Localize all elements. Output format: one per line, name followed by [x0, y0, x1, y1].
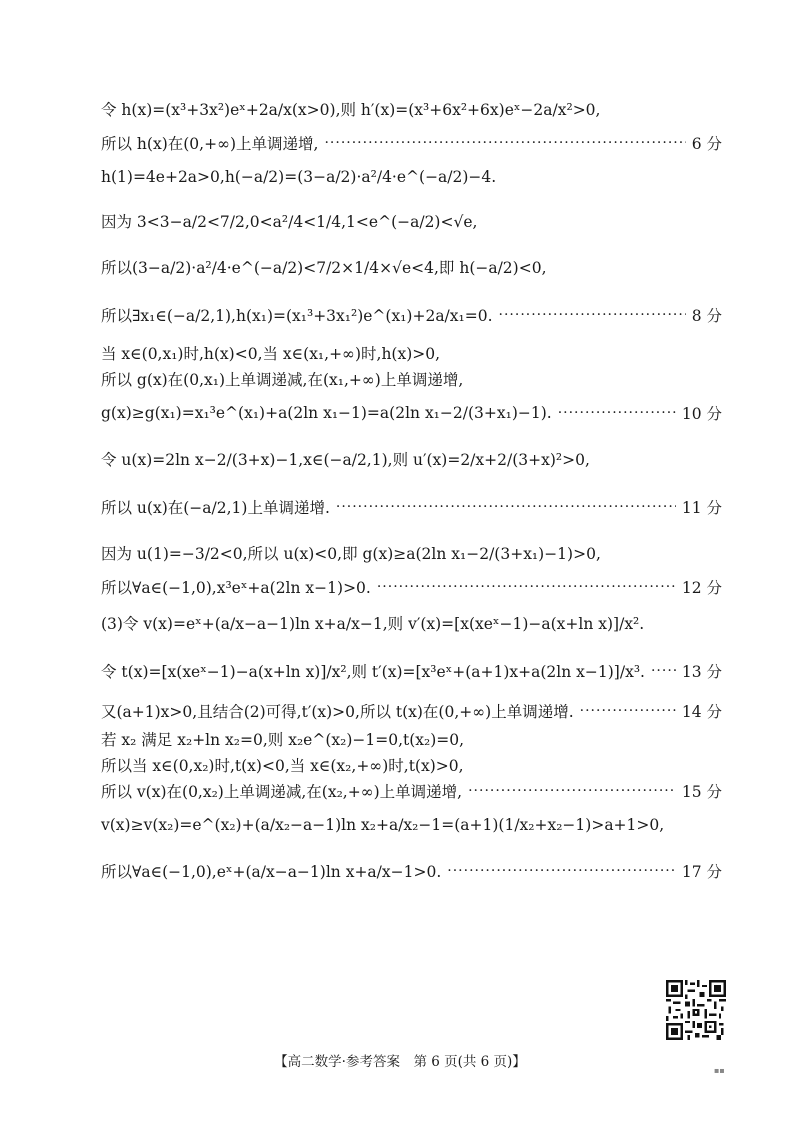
- leader-dots: [580, 703, 676, 719]
- leader-dots: [468, 783, 676, 799]
- leader-dots: [336, 499, 676, 515]
- answer-line-2: [101, 126, 722, 160]
- answer-line-14: [101, 606, 722, 640]
- line-text: 所以∀a∈(−1,0),eˣ+(a/x−a−1)ln x+a/x−1>0.: [101, 863, 442, 881]
- qr-code-icon: [666, 980, 726, 1040]
- leader-dots: [447, 863, 676, 879]
- answer-line-8: [101, 362, 722, 396]
- answer-line-4: [101, 204, 722, 238]
- line-text: 因为 u(1)=−3/2<0,所以 u(x)<0,即 g(x)≥a(2ln x₁−2/(3+x₁)−1)>0,: [101, 545, 601, 563]
- answer-line-15: [101, 654, 722, 688]
- page-footer: 【高二数学·参考答案 第 6 页(共 6 页)】: [274, 1054, 526, 1070]
- corner-mark-icon: ▪▪: [714, 1066, 725, 1075]
- score-label: 10 分: [681, 405, 722, 423]
- answer-line-9: [101, 396, 722, 430]
- line-text: 因为 3<3−a/2<7/2,0<a²/4<1/4,1<e^(−a/2)<√e,: [101, 213, 478, 231]
- answer-line-3: [101, 160, 722, 194]
- answer-line-1: [101, 92, 722, 126]
- answer-line-21: [101, 854, 722, 888]
- line-text: 又(a+1)x>0,且结合(2)可得,t′(x)>0,所以 t(x)在(0,+∞)上单调递增.: [101, 703, 574, 721]
- line-text: g(x)≥g(x₁)=x₁³e^(x₁)+a(2ln x₁−1)=a(2ln x₁−2/(3+x₁)−1).: [101, 404, 552, 422]
- score-label: 12 分: [681, 579, 722, 597]
- line-text: h(1)=4e+2a>0,h(−a/2)=(3−a/2)·a²/4·e^(−a/2)−4.: [101, 168, 497, 186]
- line-text: 所以 v(x)在(0,x₂)上单调递减,在(x₂,+∞)上单调递增,: [101, 783, 463, 801]
- line-text: 所以∃x₁∈(−a/2,1),h(x₁)=(x₁³+3x₁²)e^(x₁)+2a/x₁=0.: [101, 307, 493, 325]
- answer-line-10: [101, 442, 722, 476]
- line-text: 当 x∈(0,x₁)时,h(x)<0,当 x∈(x₁,+∞)时,h(x)>0,: [101, 345, 441, 363]
- answer-line-13: [101, 570, 722, 604]
- line-text: 令 u(x)=2ln x−2/(3+x)−1,x∈(−a/2,1),则 u′(x)=2/x+2/(3+x)²>0,: [101, 451, 590, 469]
- answer-line-19: [101, 774, 722, 808]
- answer-line-5: [101, 250, 722, 284]
- line-text: 所以当 x∈(0,x₂)时,t(x)<0,当 x∈(x₂,+∞)时,t(x)>0,: [101, 757, 464, 775]
- line-text: 所以 h(x)在(0,+∞)上单调递增,: [101, 135, 319, 153]
- line-text: 令 t(x)=[x(xeˣ−1)−a(x+ln x)]/x²,则 t′(x)=[x³eˣ+(a+1)x+a(2ln x−1)]/x³.: [101, 663, 645, 681]
- score-label: 17 分: [681, 863, 722, 881]
- line-text: 若 x₂ 满足 x₂+ln x₂=0,则 x₂e^(x₂)−1=0,t(x₂)=0,: [101, 731, 465, 749]
- line-text: v(x)≥v(x₂)=e^(x₂)+(a/x₂−a−1)ln x₂+a/x₂−1=(a+1)(1/x₂+x₂−1)>a+1>0,: [101, 816, 665, 834]
- line-text: 所以∀a∈(−1,0),x³eˣ+a(2ln x−1)>0.: [101, 579, 371, 597]
- line-text: 所以 u(x)在(−a/2,1)上单调递增.: [101, 499, 330, 517]
- leader-dots: [324, 135, 685, 151]
- score-label: 14 分: [681, 703, 722, 721]
- score-label: 6 分: [691, 135, 722, 153]
- answer-line-6: [101, 298, 722, 332]
- answer-line-20: [101, 808, 722, 842]
- line-text: 所以 g(x)在(0,x₁)上单调递减,在(x₁,+∞)上单调递增,: [101, 371, 464, 389]
- leader-dots: [499, 307, 686, 323]
- score-label: 15 分: [681, 783, 722, 801]
- line-text: (3)令 v(x)=eˣ+(a/x−a−1)ln x+a/x−1,则 v′(x)=[x(xeˣ−1)−a(x+ln x)]/x².: [101, 615, 645, 633]
- leader-dots: [377, 579, 676, 595]
- score-label: 11 分: [681, 499, 722, 517]
- score-label: 8 分: [691, 307, 722, 325]
- leader-dots: [651, 663, 676, 679]
- score-label: 13 分: [681, 663, 722, 681]
- answer-line-11: [101, 490, 722, 524]
- answer-line-12: [101, 536, 722, 570]
- line-text: 所以(3−a/2)·a²/4·e^(−a/2)<7/2×1/4×√e<4,即 h(−a/2)<0,: [101, 259, 547, 277]
- line-text: 令 h(x)=(x³+3x²)eˣ+2a/x(x>0),则 h′(x)=(x³+6x²+6x)eˣ−2a/x²>0,: [101, 101, 601, 119]
- leader-dots: [558, 405, 676, 421]
